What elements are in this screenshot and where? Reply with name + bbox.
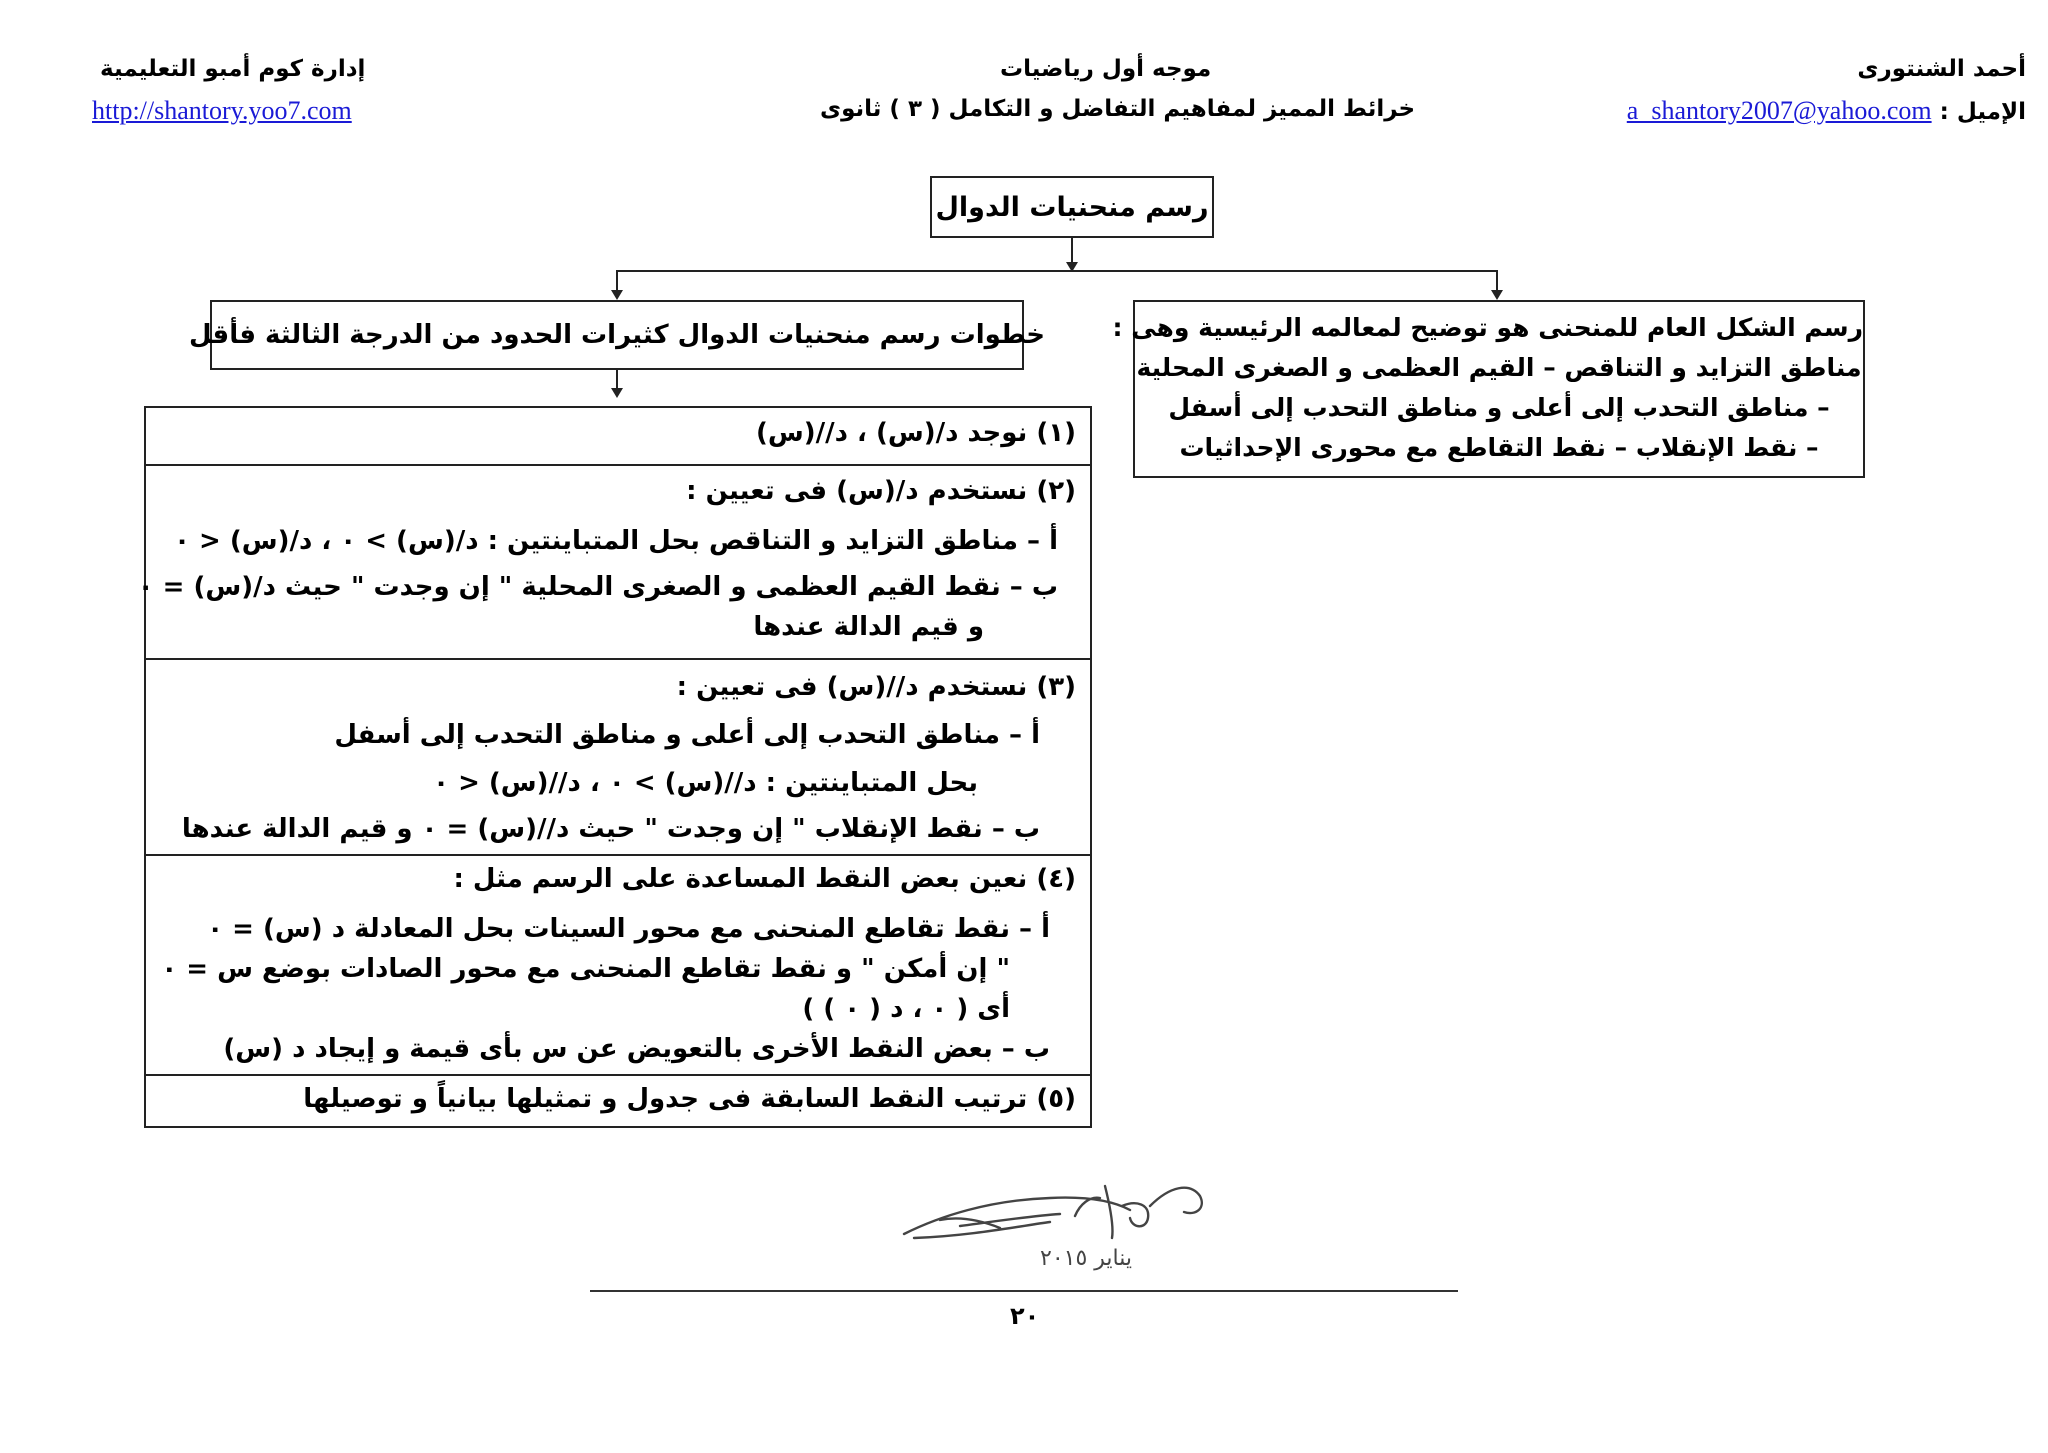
step-1-text: (١) نوجد د/(س) ، د//(س) [755, 418, 1076, 448]
features-line-2: مناطق التزايد و التناقص – القيم العظمى و الصغرى المحلية [1136, 353, 1862, 382]
step-3-a-cont: بحل المتباينتين : د//(س) > ٠ ، د//(س) < ٠ [433, 768, 978, 798]
step-3-title: (٣) نستخدم د//(س) فى تعيين : [676, 672, 1076, 702]
website-link[interactable]: http://shantory.yoo7.com [92, 96, 352, 125]
step-4-title: (٤) نعين بعض النقط المساعدة على الرسم مثل : [453, 864, 1076, 894]
signature-date: يناير ٢٠١٥ [1040, 1246, 1132, 1271]
step-2 [137, 464, 1090, 658]
connector-steps [616, 370, 618, 390]
email-label: الإميل : [1939, 99, 2026, 125]
footer-rule [590, 1290, 1458, 1292]
step-5 [146, 1074, 1090, 1128]
steps-title-box: خطوات رسم منحنيات الدوال كثيرات الحدود من الدرجة الثالثة فأقل [210, 300, 1024, 370]
features-box [1112, 300, 1865, 478]
arrow-steps [611, 388, 623, 398]
step-1 [146, 408, 1090, 464]
step-4-a-cont2: أى ( ٠ ، د ( ٠ ) ) [802, 994, 1010, 1024]
step-3-a: أ – مناطق التحدب إلى أعلى و مناطق التحدب إلى أسفل [334, 720, 1040, 750]
steps-table [137, 406, 1092, 1128]
arrow-left-branch [611, 290, 623, 300]
header-center-subtitle: خرائط المميز لمفاهيم التفاضل و التكامل ( ٣ ) ثانوى [820, 96, 1416, 122]
features-line-1: رسم الشكل العام للمنحنى هو توضيح لمعالمه الرئيسية وهى : [1112, 313, 1863, 342]
features-line-4: – نقط الإنقلاب – نقط التقاطع مع محورى الإحداثيات [1179, 433, 1819, 462]
root-node: رسم منحنيات الدوال [930, 176, 1214, 238]
author-name: أحمد الشنتورى [1857, 56, 2026, 82]
step-4 [146, 854, 1090, 1074]
step-2-b-cont: و قيم الدالة عندها [753, 612, 984, 642]
connector-root-down [1071, 238, 1073, 262]
step-2-a: أ – مناطق التزايد و التناقص بحل المتباينتين : د/(س) > ٠ ، د/(س) < ٠ [174, 526, 1058, 556]
step-4-a: أ – نقط تقاطع المنحنى مع محور السينات بحل المعادلة د (س) = ٠ [207, 914, 1050, 944]
email-line [1627, 96, 2026, 126]
connector-right-branch [1496, 270, 1498, 292]
step-3 [146, 658, 1090, 854]
step-5-text: (٥) ترتيب النقط السابقة فى جدول و تمثيلها بيانياً و توصيلها [303, 1084, 1076, 1114]
signature [900, 1176, 1230, 1280]
step-4-b: ب – بعض النقط الأخرى بالتعويض عن س بأى قيمة و إيجاد د (س) [223, 1034, 1050, 1064]
page-number: ٢٠ [1010, 1302, 1040, 1330]
step-2-b: ب – نقط القيم العظمى و الصغرى المحلية " إن وجدت " حيث د/(س) = ٠ [137, 572, 1058, 602]
email-link[interactable]: a_shantory2007@yahoo.com [1626, 96, 1932, 125]
connector-left-branch [616, 270, 618, 292]
features-line-3: – مناطق التحدب إلى أعلى و مناطق التحدب إلى أسفل [1168, 393, 1830, 422]
arrow-right-branch [1491, 290, 1503, 300]
step-2-title: (٢) نستخدم د/(س) فى تعيين : [686, 476, 1076, 506]
header-center-title: موجه أول رياضيات [1000, 56, 1212, 82]
admin-name: إدارة كوم أمبو التعليمية [100, 56, 366, 82]
connector-horizontal [616, 270, 1498, 272]
step-4-a-cont: " إن أمكن " و نقط تقاطع المنحنى مع محور الصادات بوضع س = ٠ [161, 954, 1010, 984]
step-3-b: ب – نقط الإنقلاب " إن وجدت " حيث د//(س) = ٠ و قيم الدالة عندها [181, 814, 1040, 844]
